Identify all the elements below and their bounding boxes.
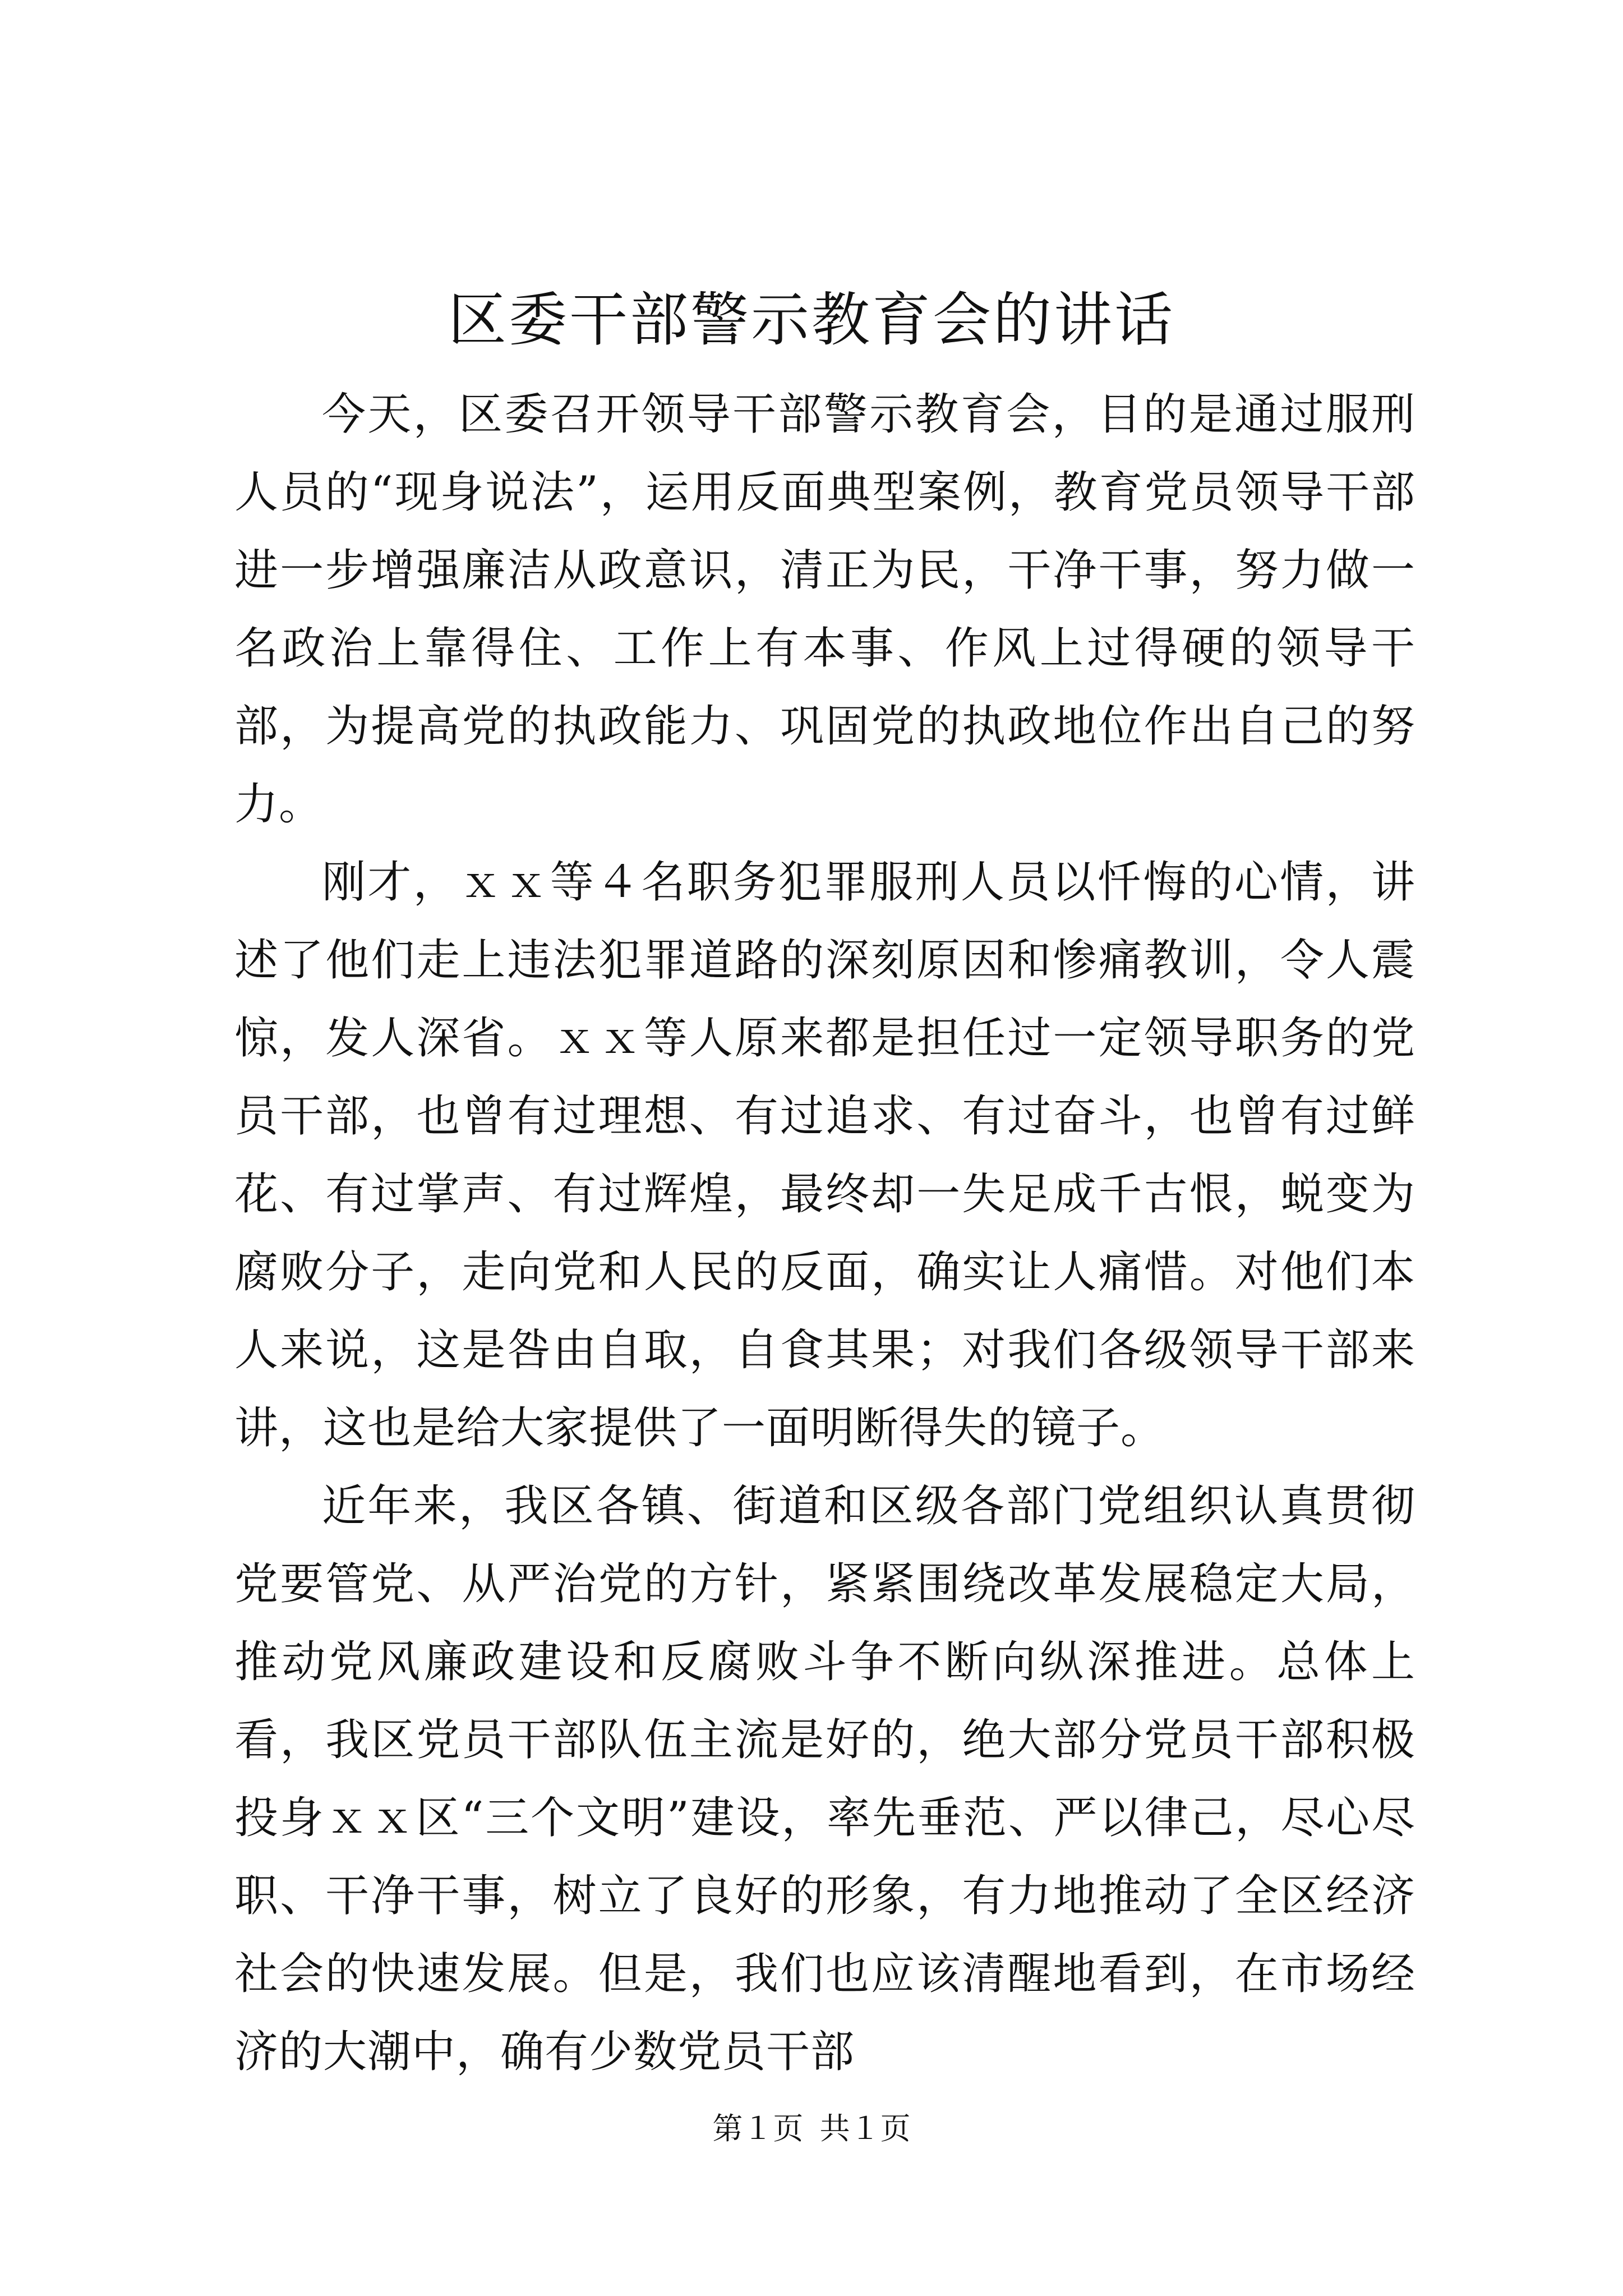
page-footer [0,2109,1623,2148]
paragraph-2: 刚才，ｘｘ等４名职务犯罪服刑人员以忏悔的心情，讲述了他们走上违法犯罪道路的深刻原因和惨痛教训，令人震惊，发人深省。ｘｘ等人原来都是担任过一定领导职务的党员干部，也曾有过理想、有过追求、有过奋斗，也曾有过鲜花、有过掌声、有过辉煌，最终却一失足成千古恨，蜕变为腐败分子，走向党和人民的反面，确实让人痛惜。对他们本人来说，这是咎由自取，自食其果；对我们各级领导干部来讲，这也是给大家提供了一面明断得失的镜子。 [234,857,1415,1453]
paragraph-3: 近年来，我区各镇、街道和区级各部门党组织认真贯彻党要管党、从严治党的方针，紧紧围绕改革发展稳定大局，推动党风廉政建设和反腐败斗争不断向纵深推进。总体上看，我区党员干部队伍主流是好的，绝大部分党员干部积极投身ｘｘ区“三个文明”建设，率先垂范、严以律己，尽心尽职、干净干事，树立了良好的形象，有力地推动了全区经济社会的快速发展。但是，我们也应该清醒地看到，在市场经济的大潮中，确有少数党员干部 [234,1481,1415,2077]
document-body [234,376,1415,2091]
page-total: 共１页 [819,2111,911,2146]
document-title: 区委干部警示教育会的讲话 [448,286,1175,354]
paragraph-1: 今天，区委召开领导干部警示教育会，目的是通过服刑人员的“现身说法”，运用反面典型案例，教育党员领导干部进一步增强廉洁从政意识，清正为民，干净干事，努力做一名政治上靠得住、工作上有本事、作风上过得硬的领导干部，为提高党的执政能力、巩固党的执政地位作出自己的努力。 [234,389,1415,830]
page-number: 第１页 [712,2111,804,2146]
